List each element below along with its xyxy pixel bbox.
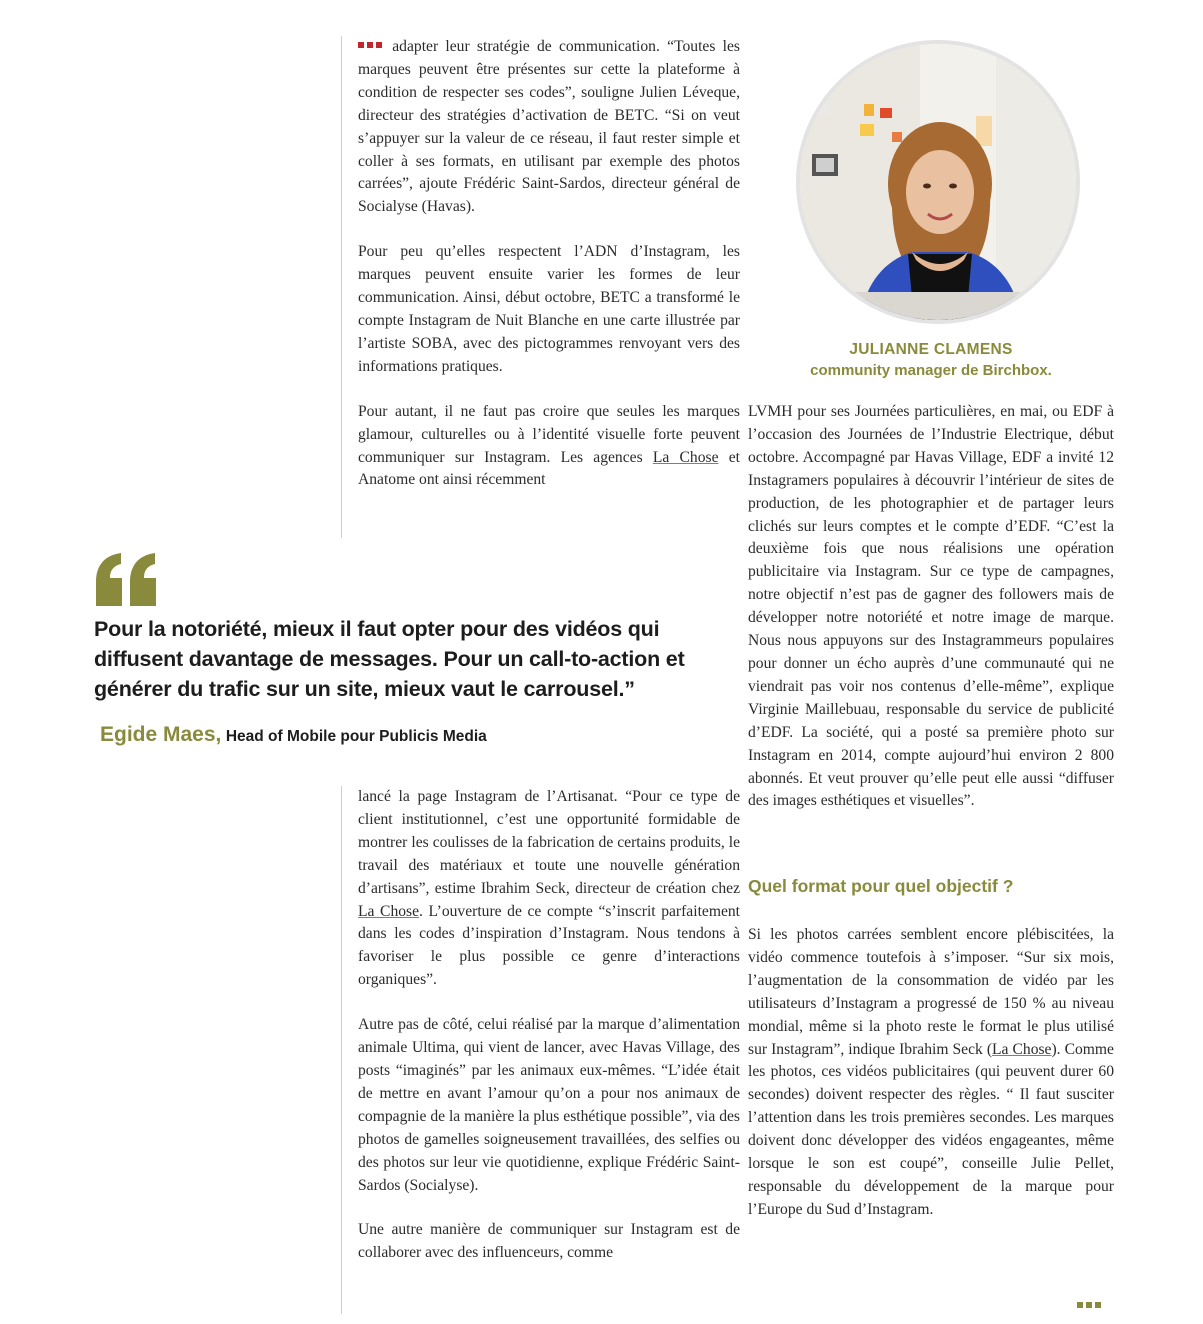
section-marker-icon xyxy=(358,38,385,55)
la-chose-link[interactable]: La Chose xyxy=(992,1040,1052,1058)
photo-caption-role: community manager de Birchbox. xyxy=(810,362,1052,379)
pull-quote-text: Pour la notoriété, mieux il faut opter pour des vidéos qui diffusent davantage de messages. Pour un call-to-action et générer du trafic sur un site, mieux vaut le carrousel.” xyxy=(94,617,685,701)
quote-attribution xyxy=(100,723,740,747)
paragraph: LVMH pour ses Journées particulières, en mai, ou EDF à l’occasion des Journées de l’Industrie Electrique, début octobre. Accompagné par Havas Village, EDF a invité 12 Instagramers populaires à découvrir l’intérieur de sites de production, de les photographier et de partager leurs clichés sur leurs comptes et le compte d’EDF. “C’est la deuxième fois que nous réalisions une opération publicitaire via Instagram. Sur ce type de campagnes, notre objectif n’est pas de gagner des followers mais de développer notre notoriété et notre image de marque. Nous nous appuyons sur des Instagrammeurs populaires pour donner un écho auprès d’une communauté qui ne viendrait pas voir nos contenus d’elle-même”, explique Virginie Maillebuau, responsable du service de publicité d’EDF. La société, qui a posté sa première photo sur Instagram en 2014, compte aujourd’hui environ 2 800 abonnés. Et veut prouver qu’elle peut elle aussi “diffuser des images esthétiques et visuelles”. xyxy=(748,403,1114,810)
quote-author-name: Egide Maes, xyxy=(100,723,222,746)
right-column-top xyxy=(748,401,1114,861)
paragraph: Une autre manière de communiquer sur Instagram est de collaborer avec des influenceurs, comme xyxy=(358,1221,740,1262)
portrait-illustration xyxy=(800,44,1076,320)
photo-caption-name: JULIANNE CLAMENS xyxy=(849,341,1013,358)
text: et Anatome ont ainsi récemment xyxy=(358,448,740,489)
end-marker-icon xyxy=(1077,1298,1104,1316)
paragraph xyxy=(748,924,1114,1222)
paragraph xyxy=(358,786,740,992)
paragraph: Autre pas de côté, celui réalisé par la marque d’alimentation animale Ultima, qui vient de lancer, avec Havas Village, des posts “imaginés” par les animaux eux-mêmes. “L’idée était de mettre en avant l’amour qu’on a pour nos animaux de compagnie de la manière la plus esthétique possible”, via des photos de gamelles soigneusement travaillées, des selfies ou des photos sur leur vie quotidienne, explique Frédéric Saint-Sardos (Socialyse). xyxy=(358,1016,740,1194)
la-chose-link[interactable]: La Chose xyxy=(652,448,719,466)
text: lancé la page Instagram de l’Artisanat. “Pour ce type de client institutionnel, c’est une opportunité formidable de montrer les coulisses de la fabrication de certains produits, le travail des matériaux et toute une nouvelle génération d’artisans”, estime Ibrahim Seck, directeur de création chez xyxy=(358,788,740,897)
paragraph xyxy=(358,36,740,219)
text: . L’ouverture de ce compte “s’inscrit parfaitement dans les codes d’inspiration d’Instagram. Nous tendons à favoriser le plus possible ce genre d’interactions organiques”. xyxy=(358,902,740,989)
la-chose-link[interactable]: La Chose xyxy=(358,902,420,920)
text: Pour autant, il ne faut pas croire que seules les marques glamour, culturelles ou à l’identité visuelle forte peuvent communiquer sur Instagram. Les agences xyxy=(358,402,740,466)
paragraph xyxy=(358,401,740,493)
text: Si les photos carrées semblent encore plébiscitées, la vidéo commence toutefois à s’imposer. “Sur six mois, l’augmentation de la consommation de vidéo par les utilisateurs d’Instagram a progressé de 150 % au niveau mondial, même si la photo reste le format le plus utilisé sur Instagram”, indique Ibrahim Seck ( xyxy=(748,926,1114,1058)
left-column-bottom xyxy=(341,786,740,1314)
portrait-photo xyxy=(796,40,1080,324)
quote-mark-icon xyxy=(94,552,160,606)
quote-author-role: Head of Mobile pour Publicis Media xyxy=(225,728,487,745)
right-column-bottom xyxy=(748,924,1114,1269)
left-column-top xyxy=(341,36,740,538)
section-heading: Quel format pour quel objectif ? xyxy=(748,876,1014,896)
paragraph: Pour peu qu’elles respectent l’ADN d’Instagram, les marques peuvent ensuite varier les formes de leur communication. Ainsi, début octobre, BETC a transformé le compte Instagram de Nuit Blanche en une carte illustrée par l’artiste SOBA, avec des pictogrammes renvoyant vers des informations pratiques. xyxy=(358,243,740,375)
paragraph-text: adapter leur stratégie de communication. “Toutes les marques peuvent être présentes sur cette la plateforme à condition de respecter ses codes”, souligne Julien Léveque, directeur des stratégies d’activation de BETC. “Si on veut s’appuyer sur la valeur de ce réseau, il faut rester simple et coller à ses formats, en utilisant par exemple des photos carrées”, ajoute Frédéric Saint-Sardos, directeur général de Socialyse (Havas). xyxy=(358,38,740,216)
text: ). Comme les photos, ces vidéos publicitaires (qui peuvent durer 60 secondes) doivent respecter des règles. “ Il faut susciter l’attention dans les trois premières secondes. Les marques doivent donc développer des vidéos engageantes, même lorsque le son est coupé”, conseille Julie Pellet, responsable du développement de la marque pour l’Europe du Sud d’Instagram. xyxy=(748,1040,1114,1218)
